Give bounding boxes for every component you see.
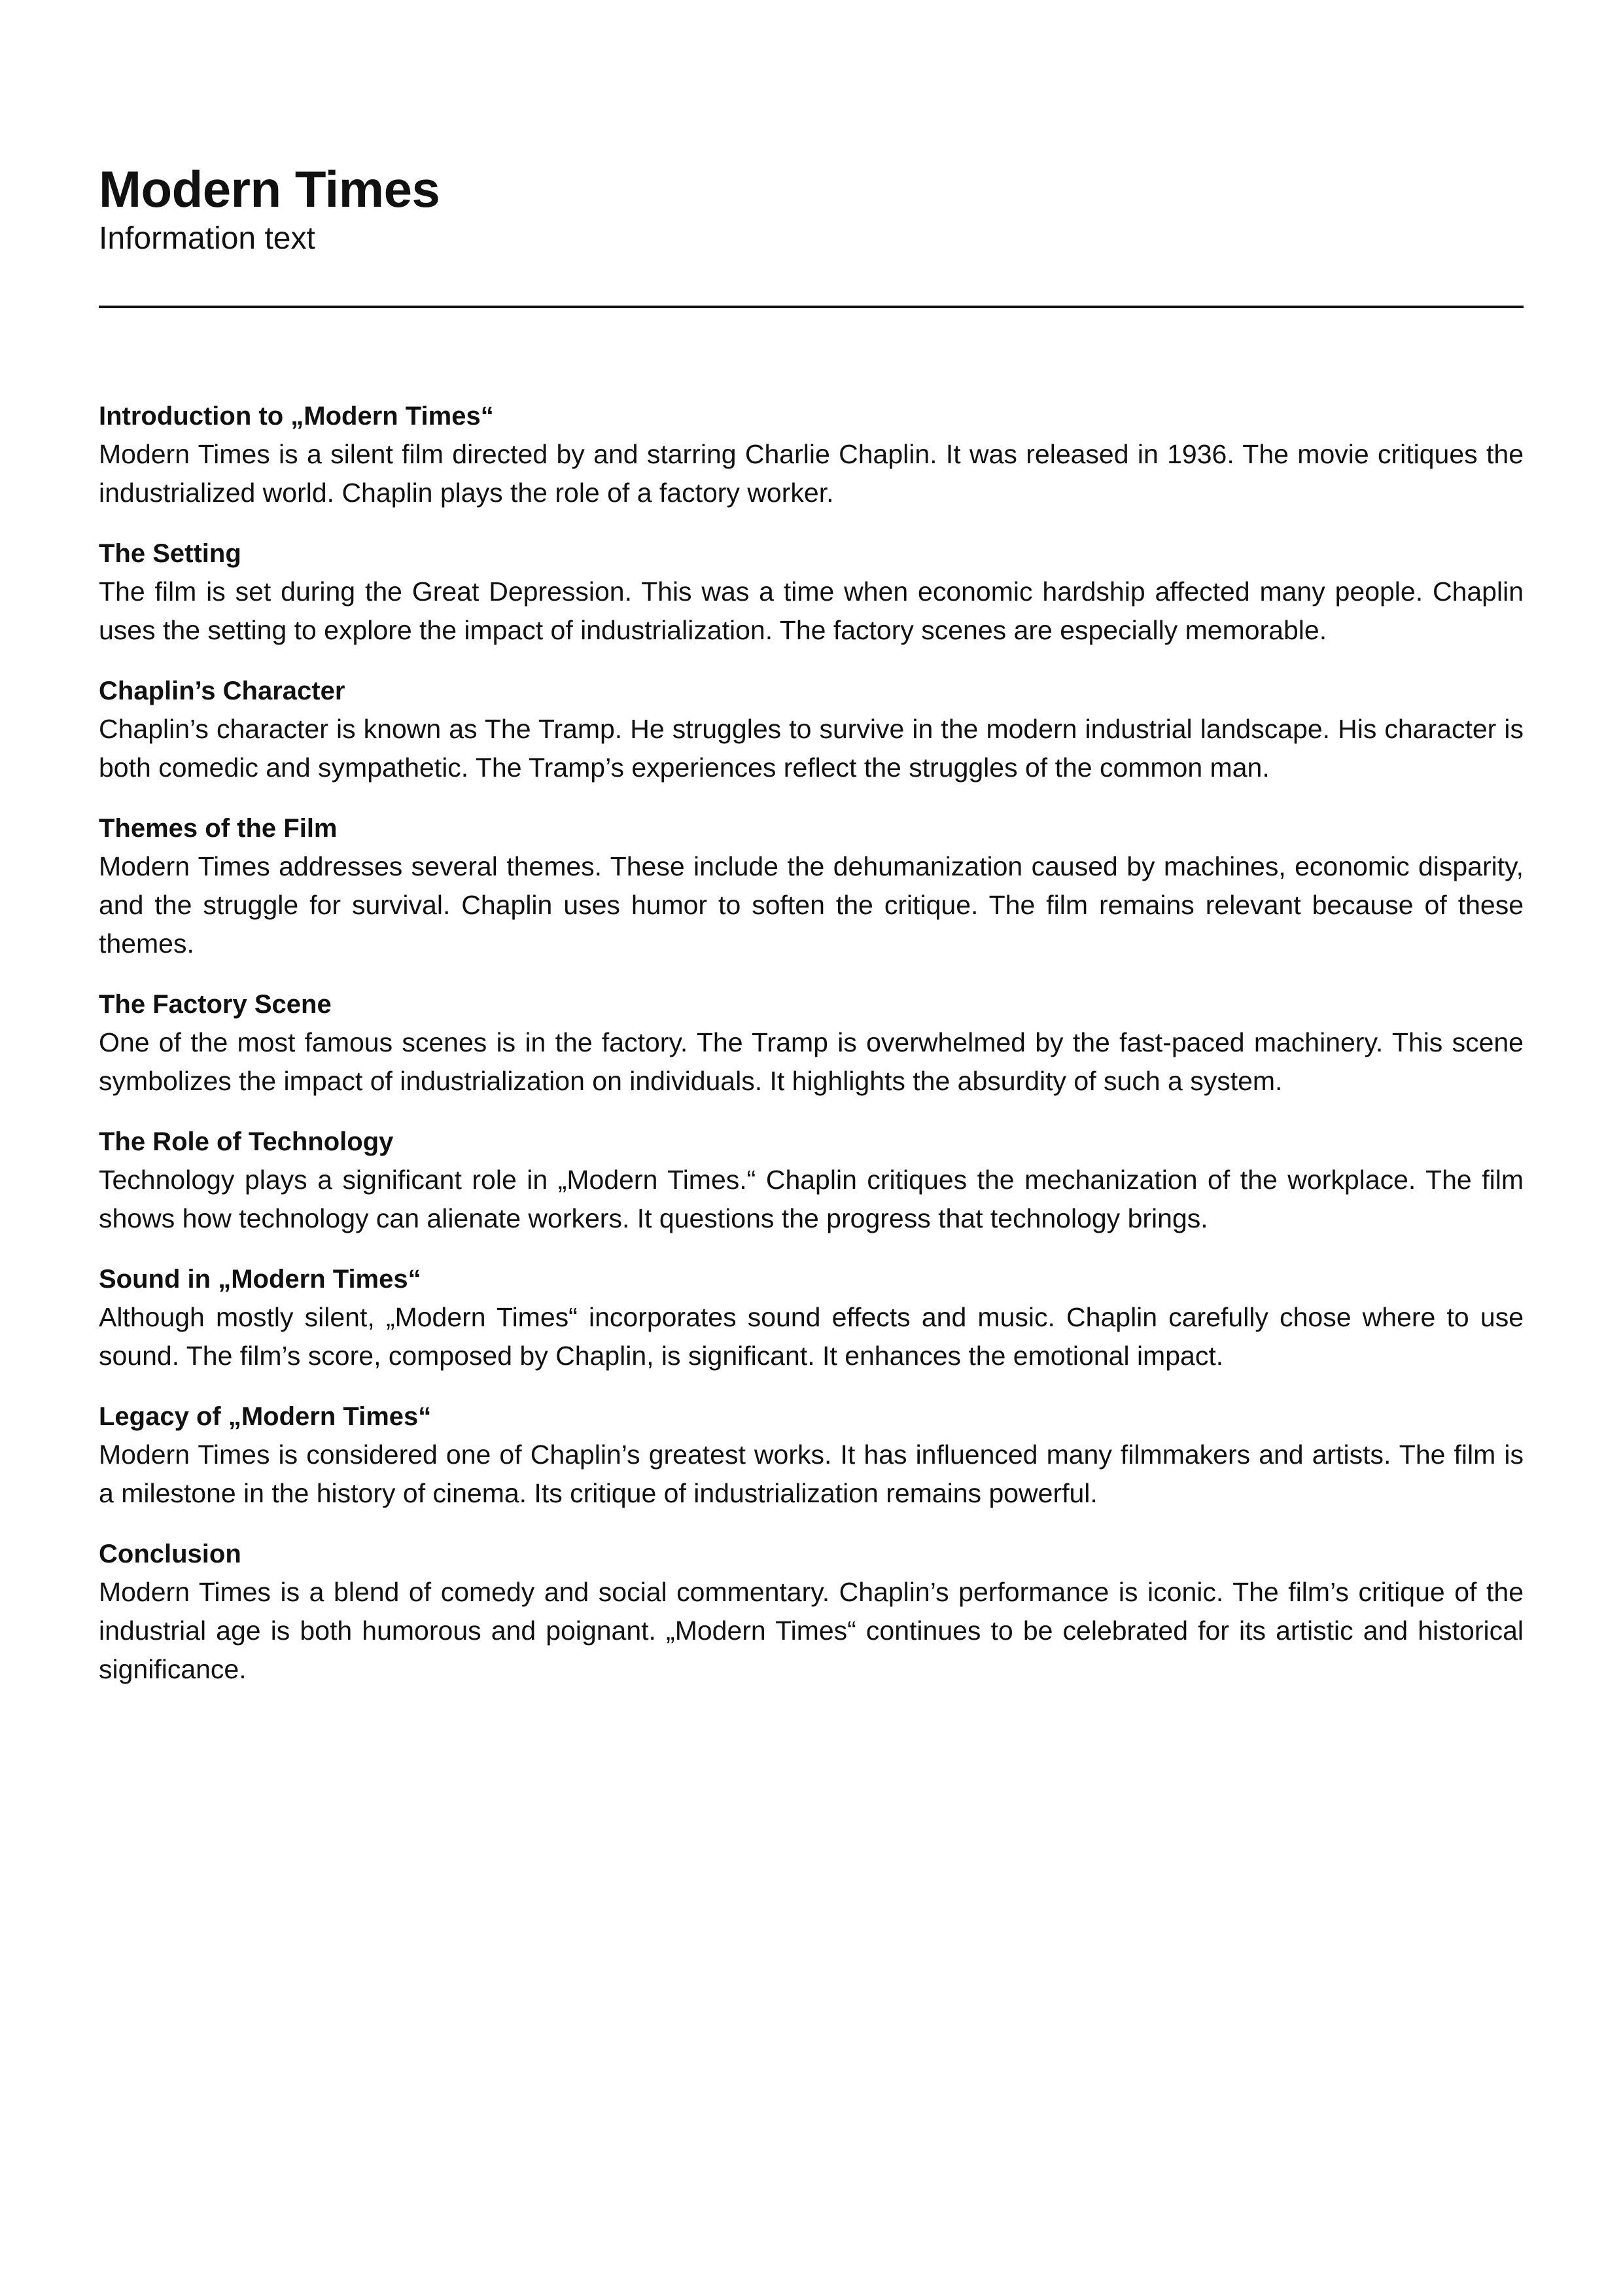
document-title: Modern Times	[99, 160, 440, 218]
document-header	[99, 0, 1524, 308]
section-heading: Conclusion	[99, 1540, 241, 1568]
section-body: Modern Times is considered one of Chaplin’s greatest works. It has influenced many filmmakers and artists. The film is a milestone in the history of cinema. Its critique of industrialization remains powerful.	[99, 1439, 1524, 1508]
section-character	[99, 672, 1524, 787]
section-sound	[99, 1260, 1524, 1375]
header-divider	[99, 306, 1524, 308]
section-body: Modern Times is a blend of comedy and social commentary. Chaplin’s performance is iconic. The film’s critique of the industrial age is both humorous and poignant. „Modern Times“ continues to be celebrated for its artistic and historical significance.	[99, 1577, 1524, 1684]
section-setting	[99, 535, 1524, 650]
section-heading: Legacy of „Modern Times“	[99, 1402, 432, 1431]
section-technology	[99, 1123, 1524, 1238]
section-body: Chaplin’s character is known as The Tramp. He struggles to survive in the modern industrial landscape. His character is both comedic and sympathetic. The Tramp’s experiences reflect the struggles of the common man.	[99, 714, 1524, 783]
section-legacy	[99, 1398, 1524, 1513]
section-factory-scene	[99, 985, 1524, 1101]
document-subtitle: Information text	[99, 221, 315, 256]
sections-container	[99, 397, 1524, 1689]
section-heading: The Setting	[99, 539, 241, 568]
section-heading: Sound in „Modern Times“	[99, 1265, 421, 1294]
section-heading: Chaplin’s Character	[99, 677, 345, 705]
section-heading: Introduction to „Modern Times“	[99, 402, 494, 431]
section-themes	[99, 809, 1524, 963]
section-body: The film is set during the Great Depression. This was a time when economic hardship affected many people. Chaplin uses the setting to explore the impact of industrialization. The factory scenes are especially memorable.	[99, 576, 1524, 645]
section-heading: The Role of Technology	[99, 1127, 394, 1156]
section-body: One of the most famous scenes is in the factory. The Tramp is overwhelmed by the fast-paced machinery. This scene symbolizes the impact of industrialization on individuals. It highlights the absurdity of such a system.	[99, 1027, 1524, 1096]
section-body: Although mostly silent, „Modern Times“ incorporates sound effects and music. Chaplin carefully chose where to use sound. The film’s score, composed by Chaplin, is significant. It enhances the emotional impact.	[99, 1302, 1524, 1371]
section-heading: Themes of the Film	[99, 814, 338, 843]
section-body: Technology plays a significant role in „Modern Times.“ Chaplin critiques the mechanization of the workplace. The film shows how technology can alienate workers. It questions the progress that technology brings.	[99, 1165, 1524, 1233]
section-body: Modern Times addresses several themes. These include the dehumanization caused by machines, economic disparity, and the struggle for survival. Chaplin uses humor to soften the critique. The film remains relevant because of these themes.	[99, 851, 1524, 959]
section-introduction	[99, 397, 1524, 512]
section-body: Modern Times is a silent film directed by and starring Charlie Chaplin. It was released in 1936. The movie critiques the industrialized world. Chaplin plays the role of a factory worker.	[99, 439, 1524, 508]
section-conclusion	[99, 1535, 1524, 1689]
section-heading: The Factory Scene	[99, 990, 332, 1019]
